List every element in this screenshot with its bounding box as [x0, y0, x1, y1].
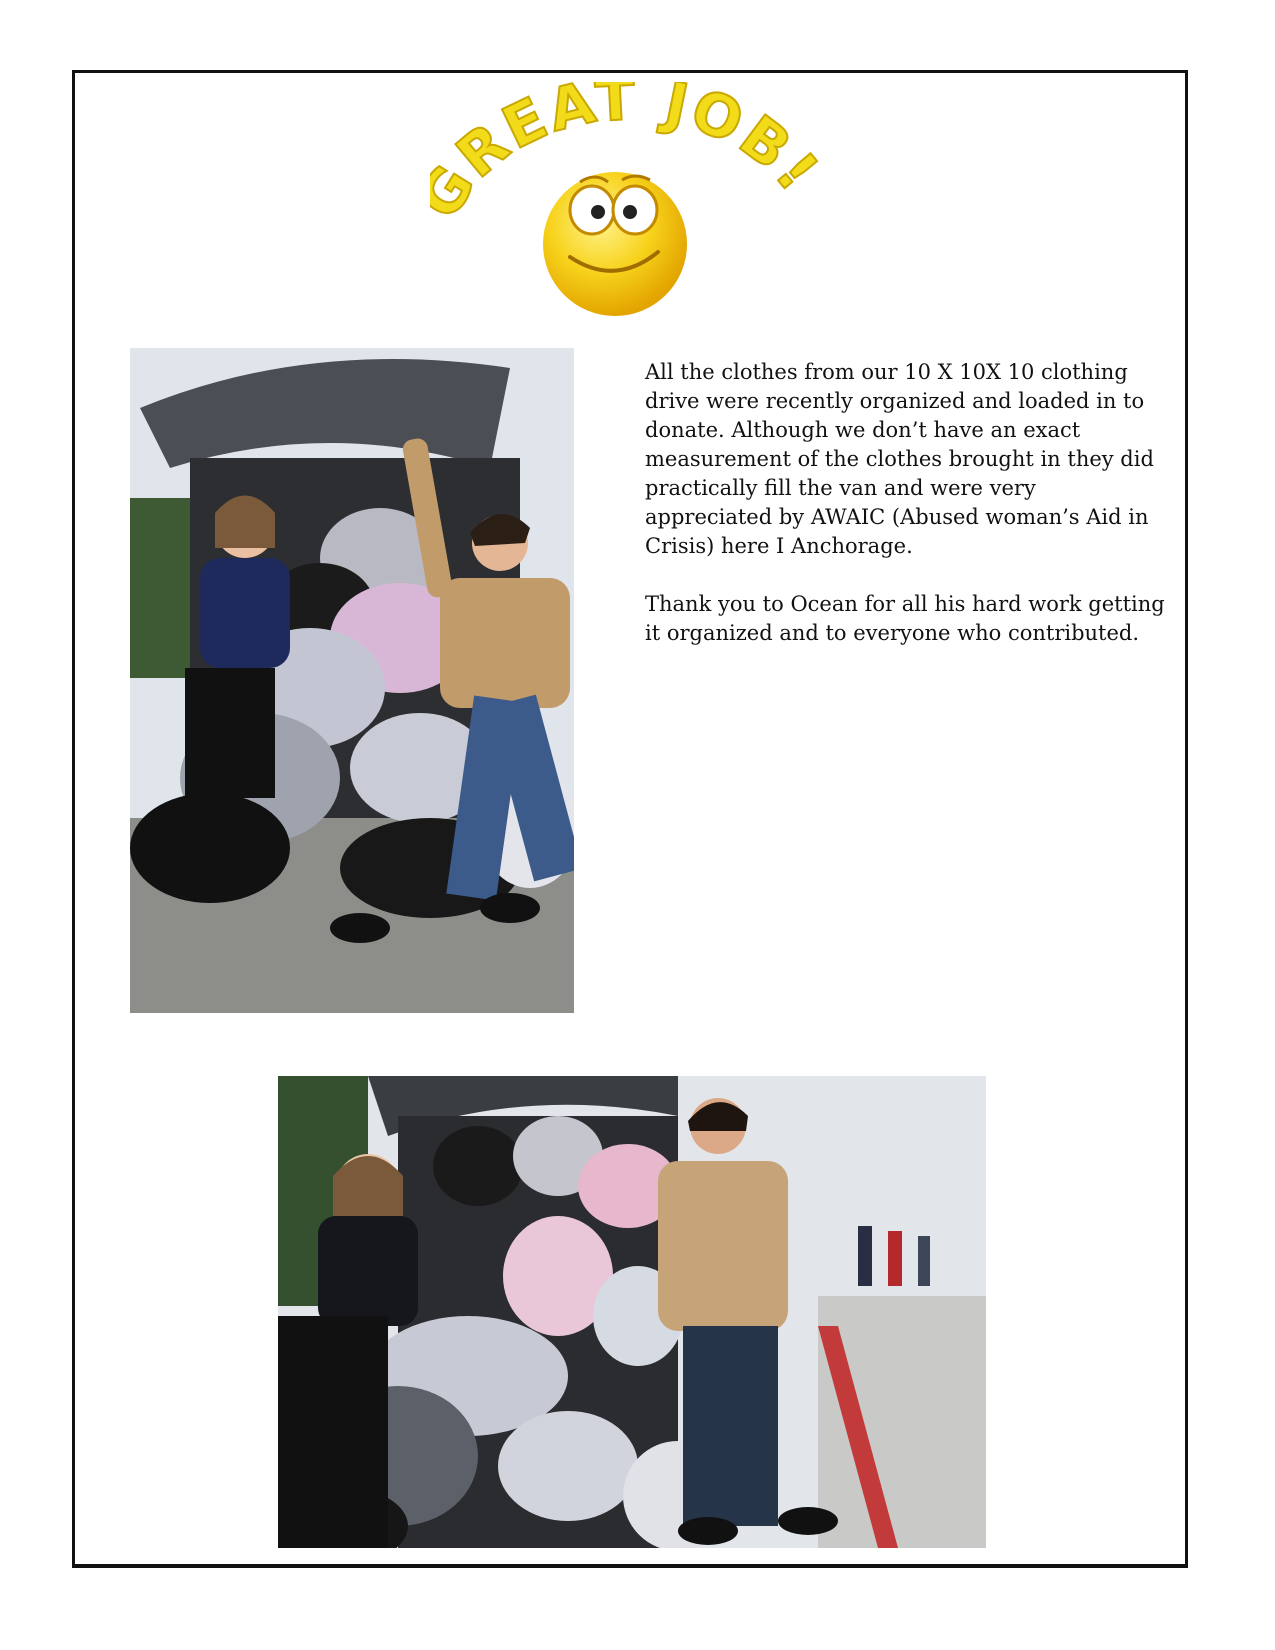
text-line: appreciated by AWAIC (Abused woman’s Aid in	[645, 505, 1149, 529]
great-job-logo	[430, 82, 830, 322]
smiley-face-icon	[543, 172, 687, 316]
text-line: practically fill the van and were very	[645, 476, 1036, 500]
text-line: Crisis) here I Anchorage.	[645, 534, 913, 558]
text-line: it organized and to everyone who contributed.	[645, 621, 1140, 645]
photo-van-loading	[130, 348, 574, 1013]
text-line: donate. Although we don’t have an exact	[645, 418, 1081, 442]
photo-van-standing	[278, 1076, 986, 1548]
text-line: drive were recently organized and loaded in to	[645, 389, 1145, 413]
text-line: Thank you to Ocean for all his hard work getting	[645, 592, 1165, 616]
text-line: measurement of the clothes brought in they did	[645, 447, 1154, 471]
text-line: All the clothes from our 10 X 10X 10 clothing	[645, 360, 1128, 384]
logo-text: REAT JOB!	[443, 82, 830, 206]
article-text	[645, 358, 1165, 677]
paragraph-2	[645, 590, 1165, 648]
paragraph-1	[645, 358, 1165, 561]
